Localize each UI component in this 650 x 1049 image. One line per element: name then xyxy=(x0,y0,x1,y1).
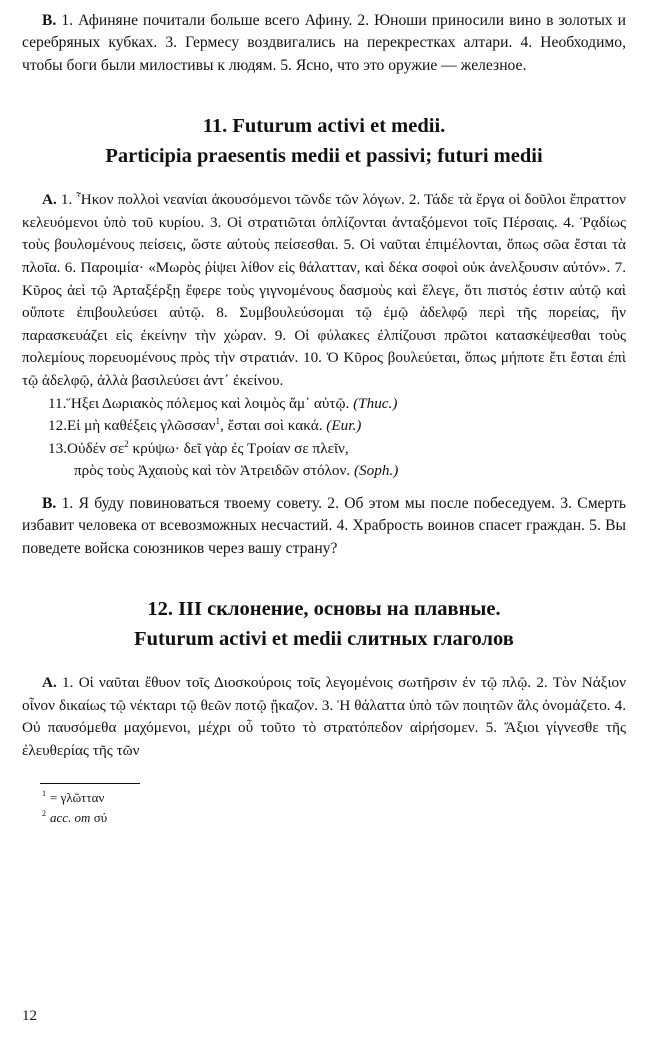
verse-line-13-continued xyxy=(48,460,626,483)
page-content xyxy=(22,10,626,828)
footnotes xyxy=(22,788,626,828)
verse-source: (Soph.) xyxy=(353,462,399,480)
section12-heading xyxy=(22,594,626,654)
footnote-item xyxy=(42,808,626,828)
verse-text: κρύψω· δεῖ γὰρ ἐς Τροίαν σε πλεῖν, xyxy=(128,439,349,457)
footnote-number: 1 xyxy=(42,789,46,799)
exercise-label: B. xyxy=(42,494,57,512)
verse-block xyxy=(22,393,626,483)
footnote-text: σύ xyxy=(90,809,108,825)
verse-line-13 xyxy=(48,438,626,461)
verse-source: (Eur.) xyxy=(326,417,362,435)
footnote-text: = γλῶτταν xyxy=(50,789,105,805)
verse-line-11 xyxy=(48,393,626,416)
footnote-marker: 1 xyxy=(215,416,220,427)
section-subtitle: Participia praesentis medii et passivi; futuri medii xyxy=(105,145,543,168)
footnote-marker: 2 xyxy=(124,438,129,449)
exercise-label: A. xyxy=(42,191,57,209)
verse-number: 11. xyxy=(48,394,67,412)
footnote-number: 2 xyxy=(42,809,46,819)
verse-number: 13. xyxy=(48,439,67,457)
page-number: 12 xyxy=(22,1008,37,1024)
exercise-label: A. xyxy=(42,674,57,692)
verse-text: Εἰ μὴ καθέξεις γλῶσσαν xyxy=(66,417,216,435)
verse-text: πρὸς τοὺς Ἀχαιοὺς καὶ τὸν Ἀτρειδῶν στόλον. xyxy=(74,462,351,480)
section12-exercise-a xyxy=(22,672,626,762)
exercise-text: 1. Οἱ ναῦται ἔθυον τοῖς Διοσκούροις τοῖς λεγομένοις σωτῆρσιν ἐν τῷ πλῷ. 2. Τὸν Νάξιον οἶνον δικαίως τῷ νέκταρι τῷ θεῶν ποτῷ ᾔκαζον. 3. Ἡ θάλαττα ὑπὸ τῶν ποιητῶν ἅλς ὀνομάζετο. 4. Οὐ παυσόμεθα μαχόμενοι, μέχρι οὗ τοῦτο τὸ στρατόπεδον αἱρήσομεν. 5. Ἄξιοι γίγνεσθε τῆς ἐλευθερίας τῆς τῶν xyxy=(22,674,626,759)
footnote-italic: acc. от xyxy=(50,809,91,825)
exercise-text: 1. Афиняне почитали больше всего Афину. 2. Юноши приносили вино в золотых и серебряных кубках. 3. Гермесу воздвигались на перекрестках алтари. 4. Необходимо, чтобы боги были милостивы к людям. 5. Ясно, что это оружие — железное. xyxy=(22,12,626,74)
section11-heading xyxy=(22,111,626,171)
verse-text: Ἥξει Δωριακὸς πόλεμος καὶ λοιμὸς ἅμ᾽ αὐτῷ. xyxy=(66,394,350,412)
section11-exercise-a xyxy=(22,189,626,392)
verse-text: , ἔσται σοὶ κακά. xyxy=(219,417,323,435)
section-subtitle: Futurum activi et medii слитных глаголов xyxy=(134,628,514,651)
verse-text: Οὐδέν σε xyxy=(66,439,125,457)
section-title: 11. Futurum activi et medii. xyxy=(202,115,446,138)
verse-number: 12. xyxy=(48,417,67,435)
exercise-text: 1. Ἧκον πολλοὶ νεανίαι ἀκουσόμενοι τῶνδε τῶν λόγων. 2. Τάδε τὰ ἔργα οἱ δοῦλοι ἔπραττον κελευόμενοι ὑπὸ τοῦ κυρίου. 3. Οἱ στρατιῶται ὁπλίζονται ἀνταξόμενοι τοῖς Πέρσαις. 4. Ῥᾳδίως τοὺς βουλομένους πείσεις, ὥστε αὐτοὺς πείσεσθαι. 5. Οἱ ναῦται ἐπιμέλονται, ὅπως σῶα ἔσται τὰ πλοῖα. 6. Παροιμία· «Μωρὸς ῥίψει λίθον εἰς θάλατταν, καὶ δέκα σοφοὶ οὐκ ἀνελξουσιν αὐτόν». 7. Κῦρος ἀεὶ τῷ Ἀρταξέρξῃ ἔφερε τοὺς γιγνομένους δασμοὺς καὶ ἔλεγε, ὅτι πιστός ἐστιν αὐτῷ καὶ οὔποτε ἐπιβουλεύσει αὐτῷ. 8. Συμβουλεύσομαι τῷ ἐμῷ ἀδελφῷ περὶ τῆς πορείας, ἣν παρασκευάζει εἰς ἐκείνην τὴν χώραν. 9. Οἱ φύλακες ἐλπίζουσι πρῶτοι κατασκέψεσθαι τοὺς πολεμίους πορευομένους πρὸς τὴν στρατιάν. 10. Ὁ Κῦρος βουλεύεται, ὅπως μήποτε ἔτι ἔσται ἐπὶ τῷ ἀδελφῷ, ἀλλὰ βασιλεύσει ἀντ᾽ ἐκείνου. xyxy=(22,191,627,389)
section-title: 12. III склонение, основы на плавные. xyxy=(147,598,501,621)
exercise-text: 1. Я буду повиноваться твоему совету. 2. Об этом мы после побеседуем. 3. Смерть избавит человека от всевозможных несчастий. 4. Храбрость воинов спасет граждан. 5. Вы поведете войска союзников через вашу страну? xyxy=(22,494,627,557)
section10-exercise-b xyxy=(22,10,626,77)
section11-exercise-b xyxy=(22,493,626,560)
exercise-label: B. xyxy=(42,12,57,29)
footnote-item xyxy=(42,788,626,808)
verse-line-12 xyxy=(48,415,626,438)
footnote-divider xyxy=(40,783,140,784)
verse-source: (Thuc.) xyxy=(353,394,398,412)
